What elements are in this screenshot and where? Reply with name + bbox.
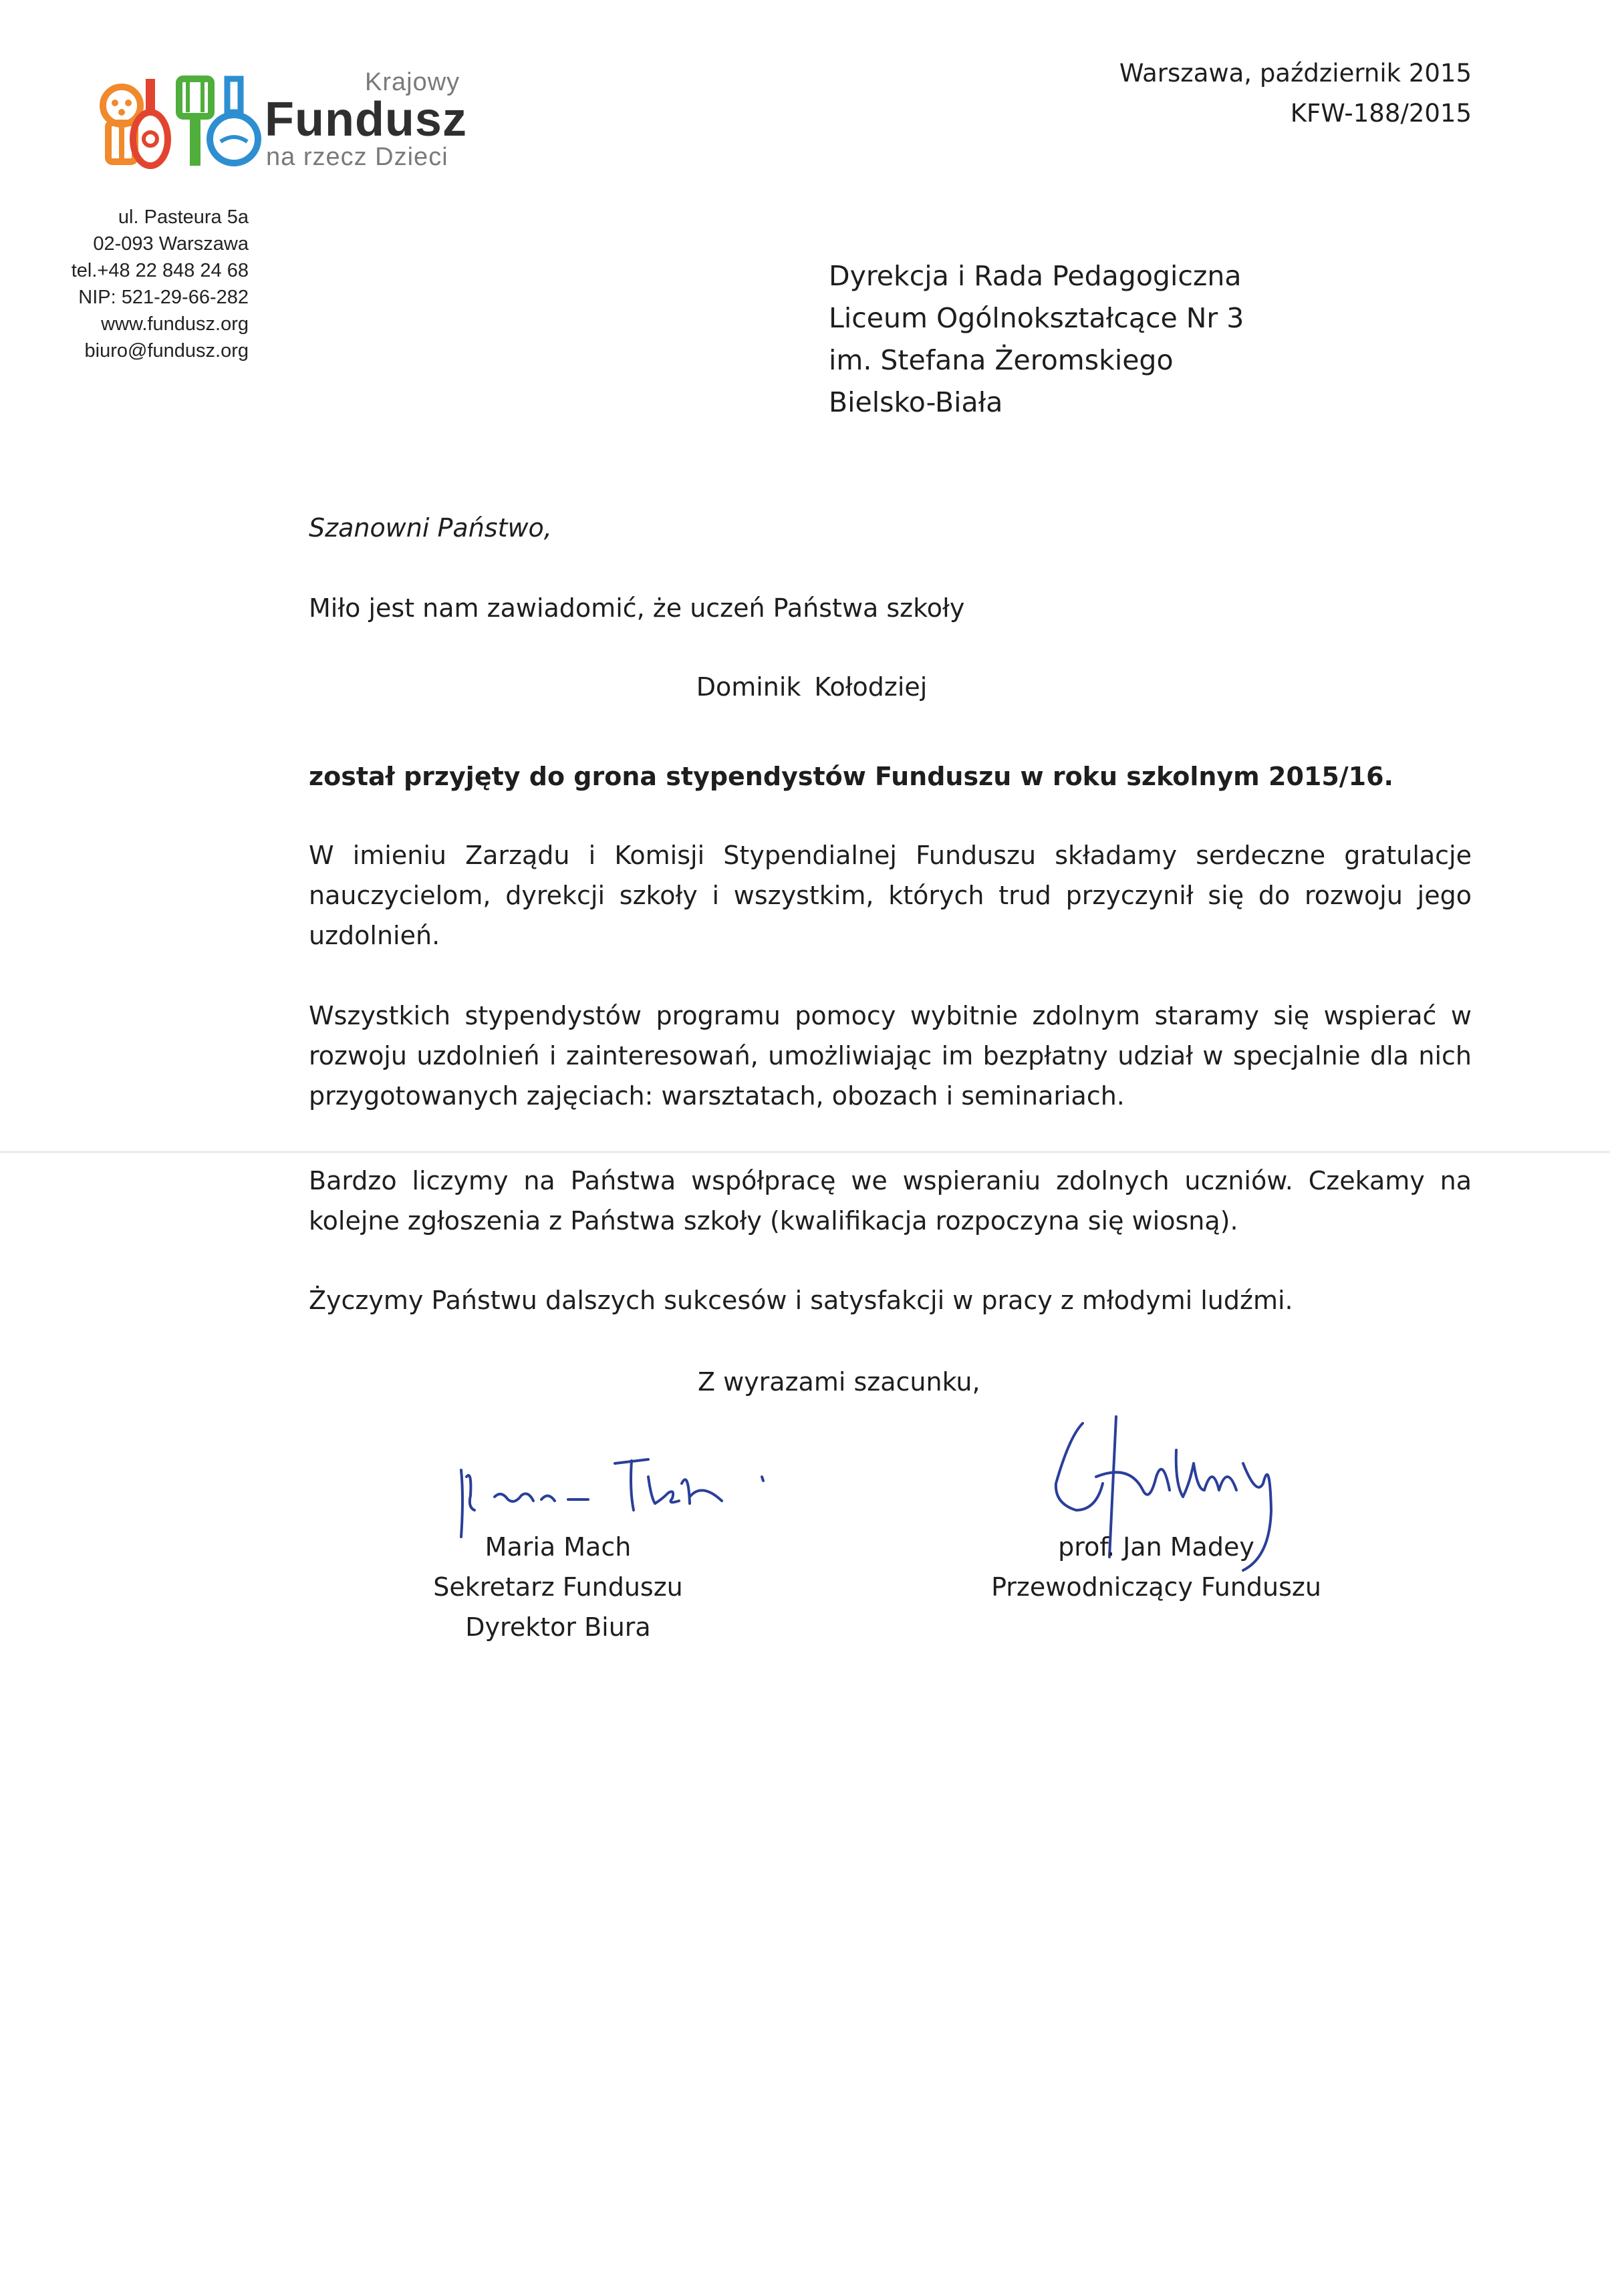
logo-text-na-rzecz-dzieci: na rzecz Dzieci [266,143,448,171]
place-date: Warszawa, październik 2015 [1119,59,1472,88]
logo-text-fundusz: Fundusz [265,93,467,146]
reference-number: KFW-188/2015 [1290,99,1472,128]
signatory-left-role-1: Sekretarz Funduszu [433,1572,683,1602]
paintbrush-icon [179,79,211,166]
paper-fold-line [0,1151,1610,1153]
address-street: ul. Pasteura 5a [118,206,249,228]
address-email: biuro@fundusz.org [84,340,249,362]
student-name [0,667,1610,707]
signatory-right-role-1: Przewodniczący Funduszu [991,1572,1321,1602]
greeting: Szanowni Państwo, [309,513,552,543]
paragraph-congratulations: W imieniu Zarządu i Komisji Stypendialnej Funduszu składamy serdeczne gratulacje nauczycielom, dyrekcji szkoły i wszystkim, których trud przyczynił się do rozwoju jego uzdolnień. [309,841,1472,950]
date-reference-block [1119,53,1472,134]
address-city: 02-093 Warszawa [93,233,249,255]
signatory-right [949,1527,1363,1607]
intro-sentence: Miło jest nam zawiadomić, że uczeń Państwa szkoły [309,593,965,623]
closing-phrase: Z wyrazami szacunku, [698,1367,980,1397]
student-first-name: Dominik [696,672,801,702]
signatory-right-name: prof. Jan Madey [1058,1532,1254,1562]
sender-address [40,204,249,364]
announcement: został przyjęty do grona stypendystów Funduszu w roku szkolnym 2015/16. [309,762,1393,791]
recipient-line-1: Dyrekcja i Rada Pedagogiczna [829,260,1242,292]
flask-icon [210,79,258,163]
student-last-name: Kołodziej [814,672,928,702]
address-nip: NIP: 521-29-66-282 [78,287,249,308]
signatory-left [401,1527,715,1647]
paragraph-cooperation: Bardzo liczymy na Państwa współpracę we wspieraniu zdolnych uczniów. Czekamy na kolejne zgłoszenia z Państwa szkoły (kwalifikacja rozpoczyna się wiosną). [309,1166,1472,1236]
logo-text-krajowy: Krajowy [365,68,460,96]
recipient-block [829,255,1244,424]
address-phone: tel.+48 22 848 24 68 [71,260,249,281]
recipient-line-4: Bielsko-Biała [829,386,1003,418]
address-website: www.fundusz.org [101,313,249,335]
recipient-line-3: im. Stefana Żeromskiego [829,344,1174,376]
paragraph-support: Wszystkich stypendystów programu pomocy wybitnie zdolnym staramy się wspierać w rozwoju uzdolnień i zainteresowań, umożliwiając im bezpłatny udział w specjalnie dla nich przygotowanych zajęciach: warsztatach, obozach i seminariach. [309,1001,1472,1111]
signatory-left-role-2: Dyrektor Biura [465,1612,651,1642]
recipient-line-2: Liceum Ogólnokształcące Nr 3 [829,302,1244,334]
signatory-left-name: Maria Mach [485,1532,632,1562]
paragraph-wishes: Życzymy Państwu dalszych sukcesów i satysfakcji w pracy z młodymi ludźmi. [309,1286,1293,1315]
